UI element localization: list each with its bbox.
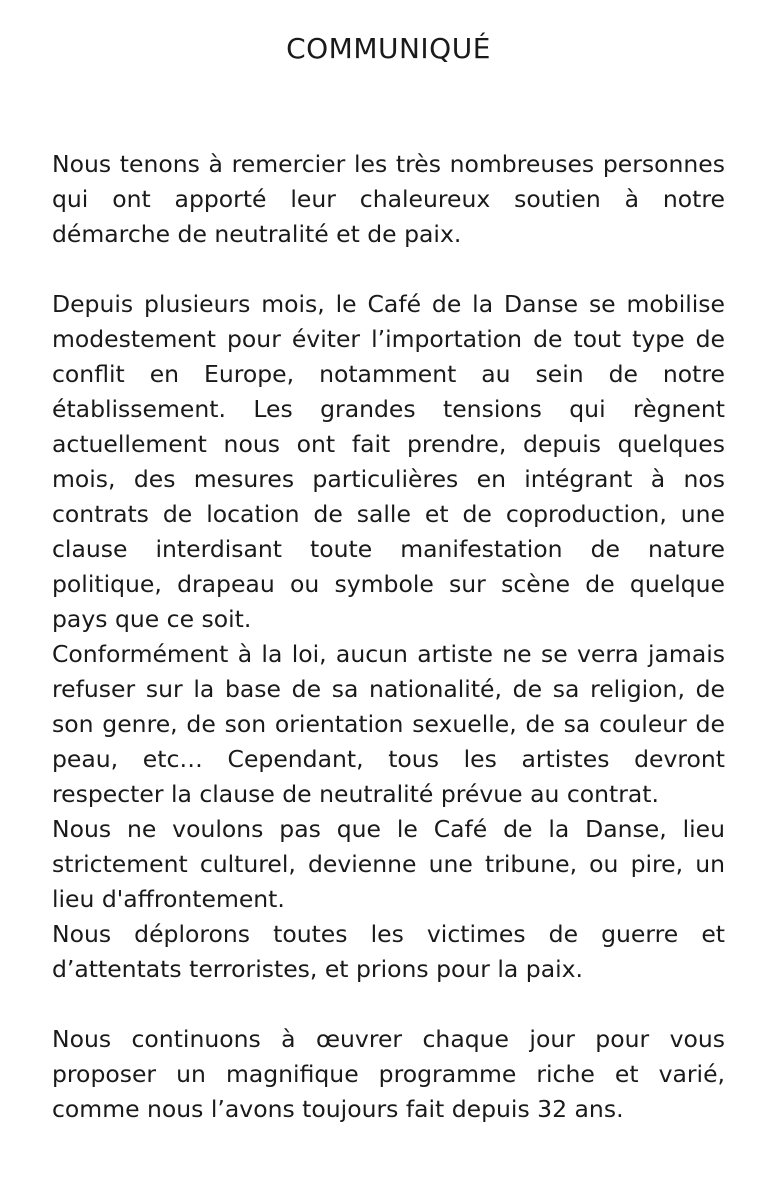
paragraph-non-discrimination: Conformément à la loi, aucun artiste ne se verra jamais refuser sur la base de sa nationalité, de sa religion, de son genre, de son orientation sexuelle, de sa couleur de peau, etc… Cependant, tous les artistes devront respecter la clause de neutralité prévue au contrat.	[52, 640, 725, 808]
paragraph-victims: Nous déplorons toutes les victimes de guerre et d’attentats terroristes, et prions pour la paix.	[52, 920, 725, 983]
paragraph-thanks: Nous tenons à remercier les très nombreuses personnes qui ont apporté leur chaleureux soutien à notre démarche de neutralité et de paix.	[52, 150, 725, 248]
paragraph-spacer	[52, 252, 725, 287]
paragraph-neutrality-measures: Depuis plusieurs mois, le Café de la Danse se mobilise modestement pour éviter l’importation de tout type de conflit en Europe, notamment au sein de notre établissement. Les grandes tensions qui règnent actuellement nous ont fait prendre, depuis quelques mois, des mesures particulières en intégrant à nos contrats de location de salle et de coproduction, une clause interdisant toute manifestation de nature politique, drapeau ou symbole sur scène de quelque pays que ce soit.	[52, 290, 725, 633]
paragraph-spacer	[52, 987, 725, 1022]
paragraph-cultural-venue: Nous ne voulons pas que le Café de la Danse, lieu strictement culturel, devienne une tribune, ou pire, un lieu d'affrontement.	[52, 815, 725, 913]
communique-body	[52, 147, 725, 1127]
page-title: COMMUNIQUÉ	[286, 32, 491, 65]
paragraph-programme: Nous continuons à œuvrer chaque jour pour vous proposer un magnifique programme riche et varié, comme nous l’avons toujours fait depuis 32 ans.	[52, 1025, 725, 1123]
